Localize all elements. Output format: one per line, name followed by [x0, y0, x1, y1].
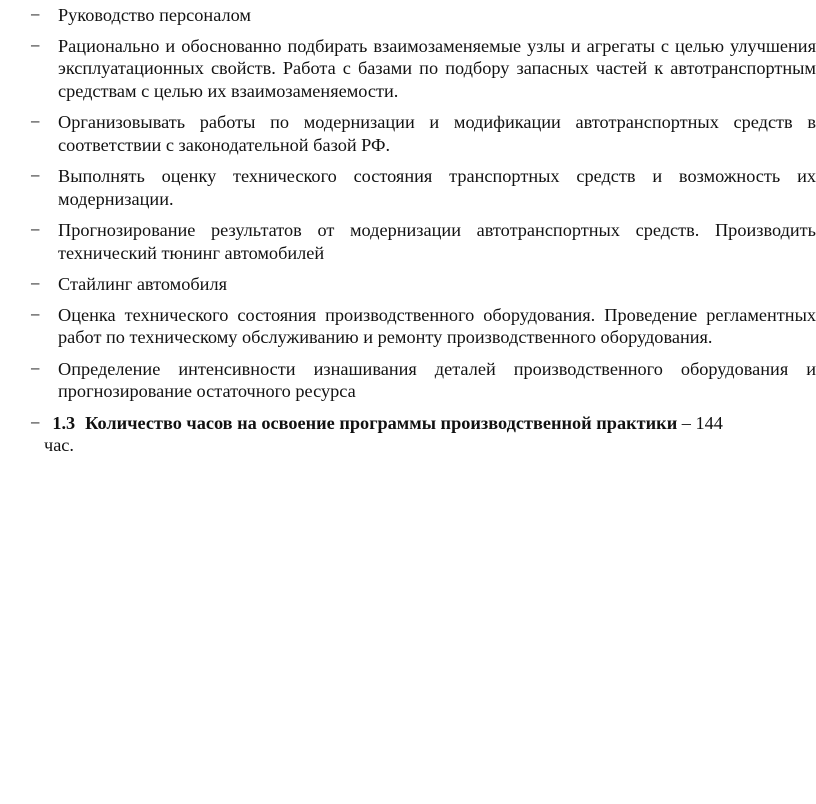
- section-hours: [30, 412, 816, 457]
- hours-unit: час.: [44, 435, 74, 455]
- list-item-text: Выполнять оценку технического состояния транспортных средств и возможность их модернизации.: [58, 166, 816, 209]
- list-item-text: Организовывать работы по модернизации и модификации автотранспортных средств в соответствии с законодательной базой РФ.: [58, 112, 816, 155]
- list-item: [30, 219, 816, 264]
- list-dash: −: [30, 112, 41, 132]
- section-number: 1.3: [52, 412, 76, 433]
- list-item: [30, 111, 816, 156]
- list-dash: −: [30, 166, 41, 186]
- section-title: Количество часов на освоение программы производственной практики: [85, 412, 678, 433]
- list-item: [30, 4, 816, 27]
- list-item-text: Прогнозирование результатов от модернизации автотранспортных средств. Производить технический тюнинг автомобилей: [58, 220, 816, 263]
- hours-value: – 144: [677, 412, 723, 433]
- section-dash: −: [30, 412, 41, 433]
- list-item: [30, 273, 816, 296]
- list-item-text: Определение интенсивности изнашивания деталей производственного оборудования и прогнозирование остаточного ресурса: [58, 358, 816, 401]
- list-item-text: Рационально и обоснованно подбирать взаимозаменяемые узлы и агрегаты с целью улучшения эксплуатационных свойств. Работа с базами по подбору запасных частей к автотранспортным средствам с целью их взаимозаменяемости.: [58, 35, 816, 101]
- list-item: [30, 304, 816, 349]
- list-item: [30, 165, 816, 210]
- list-dash: −: [30, 5, 41, 25]
- list-item-text: Руководство персоналом: [58, 5, 251, 25]
- list-dash: −: [30, 358, 41, 379]
- list-dash: −: [30, 220, 41, 240]
- list-item: [30, 358, 816, 403]
- list-item-text: Стайлинг автомобиля: [58, 274, 227, 294]
- list-item-text: Оценка технического состояния производственного оборудования. Проведение регламентных работ по техническому обслуживанию и ремонту производственного оборудования.: [58, 304, 816, 347]
- list-dash: −: [30, 274, 41, 294]
- document-page: [30, 4, 816, 457]
- list-item: [30, 35, 816, 103]
- list-dash: −: [30, 304, 41, 325]
- list-dash: −: [30, 35, 41, 56]
